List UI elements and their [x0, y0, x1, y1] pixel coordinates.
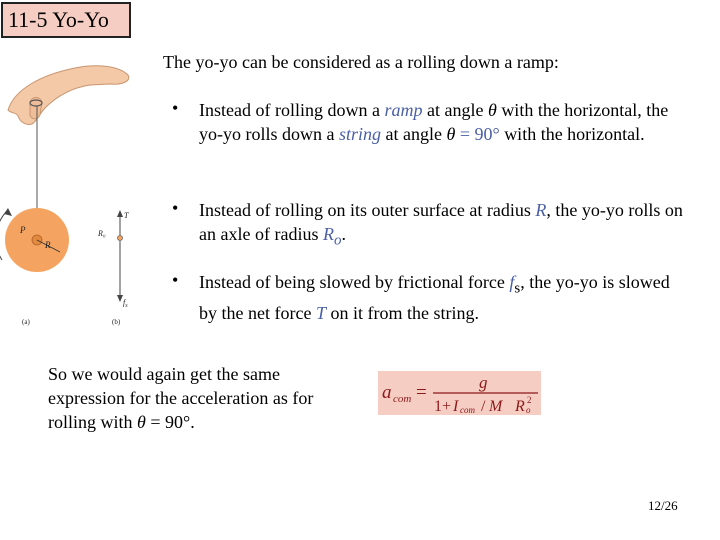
caption-b: (b)	[112, 318, 121, 326]
bullet-1: Instead of rolling down a ramp at angle θ with the horizontal, the yo-yo rolls down a string at angle θ = 90° with the horizontal.	[199, 100, 669, 144]
caption-a: (a)	[22, 318, 30, 326]
label-R0: R₀	[98, 229, 106, 238]
slide-title: 11-5 Yo-Yo	[1, 2, 131, 38]
term-string: string	[338, 124, 381, 144]
svg-text:I: I	[453, 398, 459, 415]
svg-text:M: M	[489, 398, 503, 415]
conclusion-text: So we would again get the same expression for the acceleration as for rolling with θ = 90°.	[48, 364, 314, 432]
fbd-point	[118, 236, 123, 241]
svg-text:/: /	[481, 398, 486, 415]
svg-text:g: g	[479, 373, 488, 392]
svg-text:1+: 1+	[434, 398, 452, 415]
label-T: T	[124, 211, 129, 220]
acceleration-formula	[378, 371, 541, 415]
svg-text:com: com	[460, 405, 475, 415]
bullet-marker: •	[172, 198, 179, 218]
svg-text:2: 2	[527, 395, 532, 405]
bullet-2: Instead of rolling on its outer surface at radius R, the yo-yo rolls on an axle of radius $R_o$.	[199, 200, 683, 249]
svg-text:R: R	[515, 398, 525, 415]
label-P: P	[20, 225, 26, 235]
intro-text: The yo-yo can be considered as a rolling down a ramp:	[163, 52, 559, 72]
svg-text:o: o	[526, 405, 531, 415]
bullet-marker: •	[172, 98, 179, 118]
svg-text:a: a	[382, 382, 392, 403]
bullet-3: Instead of being slowed by frictional force $f_s$, the yo-yo is slowed by the net force T on it from the string.	[199, 272, 670, 323]
label-fs: $f_s$	[123, 298, 128, 309]
page-number: 12/26	[648, 498, 678, 513]
hand-illustration	[8, 66, 129, 125]
yoyo-figure	[0, 40, 150, 340]
label-R: R	[45, 240, 51, 250]
term-ramp: ramp	[384, 100, 423, 120]
svg-text:com: com	[393, 393, 412, 405]
svg-text:=: =	[416, 382, 427, 403]
bullet-marker: •	[172, 270, 179, 290]
